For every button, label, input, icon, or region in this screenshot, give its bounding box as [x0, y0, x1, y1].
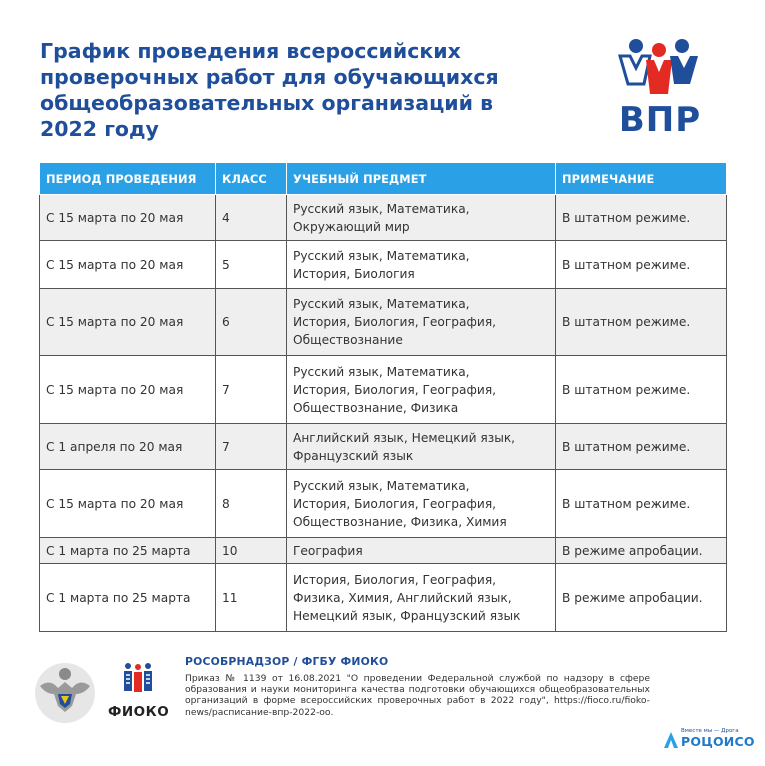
column-header-note: ПРИМЕЧАНИЕ [556, 163, 727, 195]
vpr-logo-text: ВПР [618, 100, 702, 140]
footer-logos [32, 660, 182, 735]
fioko-emblem-icon [122, 662, 154, 692]
cell-note: В режиме апробации. [556, 564, 727, 632]
cell-grade: 5 [216, 241, 287, 289]
cell-subject: История, Биология, География, Физика, Химия, Английский язык, Немецкий язык, Французский язык [287, 564, 556, 632]
cell-period: С 15 марта по 20 мая [40, 195, 216, 241]
cell-period: С 15 марта по 20 мая [40, 470, 216, 538]
cell-period: С 1 марта по 25 марта [40, 564, 216, 632]
cell-note: В штатном режиме. [556, 356, 727, 424]
cell-subject: Русский язык, Математика, История, Биология, География, Обществознание, Физика [287, 356, 556, 424]
cell-note: В штатном режиме. [556, 289, 727, 356]
cell-grade: 8 [216, 470, 287, 538]
column-header-grade: КЛАСС [216, 163, 287, 195]
table-row [40, 356, 727, 424]
rdoiso-emblem-icon [662, 730, 680, 750]
cell-grade: 4 [216, 195, 287, 241]
rosobrnadzor-emblem-icon [32, 660, 98, 726]
cell-subject: Английский язык, Немецкий язык, Французский язык [287, 424, 556, 470]
footer-heading: РОСОБРНАДЗОР / ФГБУ ФИОКО [185, 655, 389, 668]
cell-grade: 6 [216, 289, 287, 356]
cell-grade: 7 [216, 424, 287, 470]
cell-note: В штатном режиме. [556, 470, 727, 538]
cell-period: С 1 марта по 25 марта [40, 538, 216, 564]
column-header-subject: УЧЕБНЫЙ ПРЕДМЕТ [287, 163, 556, 195]
vpr-figures-icon [614, 38, 704, 100]
rdoiso-slogan: Вместе мы — Дрога [681, 728, 739, 734]
table-row [40, 241, 727, 289]
footer-source [185, 655, 650, 718]
cell-subject: Русский язык, Математика, История, Биология, География, Обществознание [287, 289, 556, 356]
cell-grade: 10 [216, 538, 287, 564]
cell-period: С 15 марта по 20 мая [40, 356, 216, 424]
page-title: График проведения всероссийских проверочных работ для обучающихся общеобразовательных организаций в 2022 году [40, 39, 499, 141]
table-row [40, 195, 727, 241]
table-row [40, 564, 727, 632]
cell-note: В штатном режиме. [556, 195, 727, 241]
column-header-period: ПЕРИОД ПРОВЕДЕНИЯ [40, 163, 216, 195]
rdoiso-name: РОЦОИСО [681, 734, 755, 749]
rdoiso-logo [662, 728, 762, 756]
table-row [40, 424, 727, 470]
cell-note: В штатном режиме. [556, 424, 727, 470]
table-header-row [40, 163, 727, 195]
table-row [40, 538, 727, 564]
cell-subject: География [287, 538, 556, 564]
cell-note: В режиме апробации. [556, 538, 727, 564]
cell-note: В штатном режиме. [556, 241, 727, 289]
table-row [40, 470, 727, 538]
cell-grade: 11 [216, 564, 287, 632]
cell-grade: 7 [216, 356, 287, 424]
table-row [40, 289, 727, 356]
footer-body: Приказ № 1139 от 16.08.2021 "О проведении Федеральной службой по надзору в сфере образования и науки мониторинга качества подготовки обучающихся общеобразовательных организаций в форме всероссийских проверочных работ в 2022 году", https://fioco.ru/fioko-news/расписание-впр-2022-оо. [185, 673, 650, 718]
schedule-table [39, 162, 727, 632]
cell-period: С 15 марта по 20 мая [40, 289, 216, 356]
fioko-logo-text: ФИОКО [108, 704, 170, 720]
cell-subject: Русский язык, Математика, Окружающий мир [287, 195, 556, 241]
cell-subject: Русский язык, Математика, История, Биология, География, Обществознание, Физика, Химия [287, 470, 556, 538]
vpr-logo [608, 38, 712, 140]
cell-period: С 1 апреля по 20 мая [40, 424, 216, 470]
cell-subject: Русский язык, Математика, История, Биология [287, 241, 556, 289]
cell-period: С 15 марта по 20 мая [40, 241, 216, 289]
